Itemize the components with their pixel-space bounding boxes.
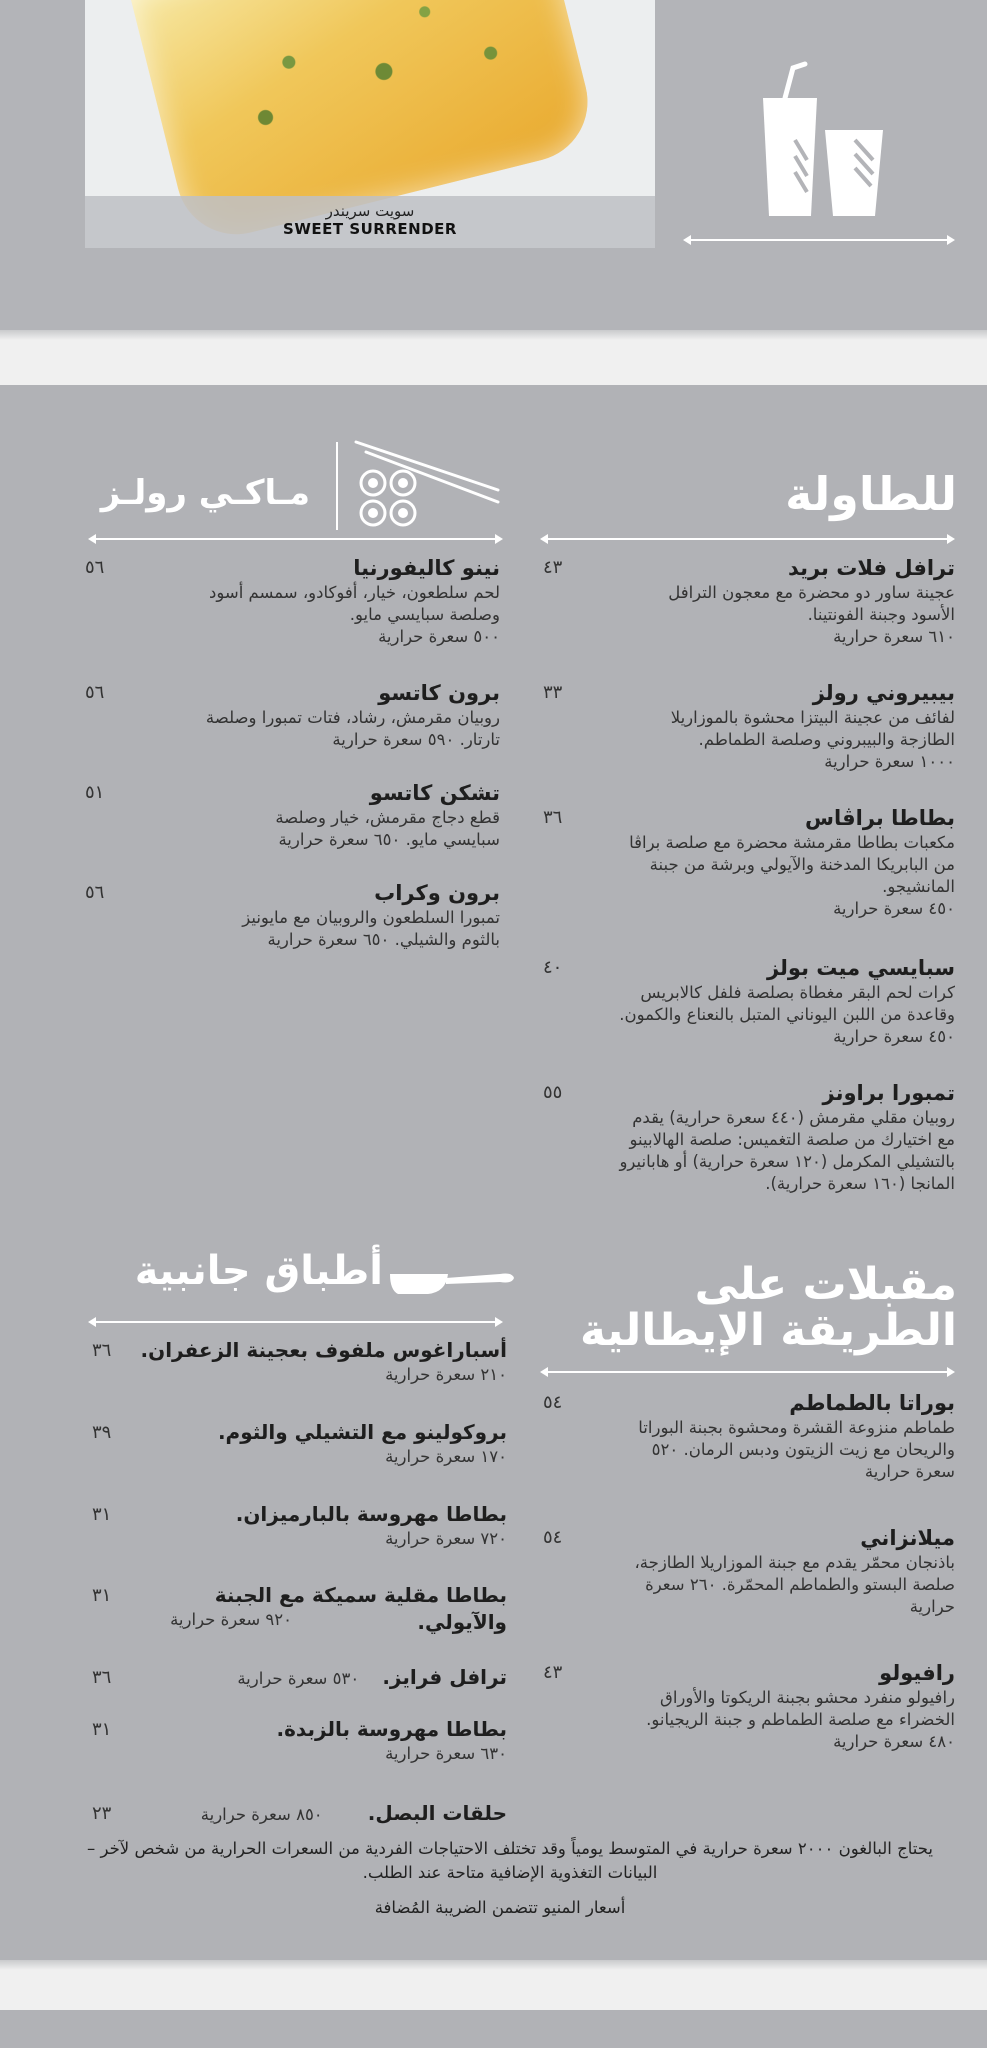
item-name: تشكن كاتسو xyxy=(369,781,500,805)
item-desc: طماطم منزوعة القشرة ومحشوة بجبنة البوراتا والريحان مع زيت الزيتون ودبس الرمان. ٥٢٠ سعرة حرارية xyxy=(638,1418,955,1481)
item-name: رافيولو xyxy=(879,1661,955,1685)
item-price: ٣٣ xyxy=(543,682,563,703)
side-name: ترافل فرايز. xyxy=(382,1665,507,1689)
item-cal: ٥٠٠ سعرة حرارية xyxy=(378,627,500,646)
item-name: ميلانزاني xyxy=(860,1526,955,1550)
item-name: بيبيروني رولز xyxy=(812,681,955,705)
item-price: ٤٣ xyxy=(543,1662,563,1683)
side-price: ٣٦ xyxy=(92,1340,112,1361)
italian-title-line1: مقبلات على xyxy=(694,1259,957,1310)
item-name: نينو كاليفورنيا xyxy=(353,556,500,580)
side-cal: ٦٣٠ سعرة حرارية xyxy=(385,1744,507,1763)
drink-name-en: SWEET SURRENDER xyxy=(283,220,457,238)
item-name: برون كاتسو xyxy=(378,681,500,705)
drink-photo xyxy=(85,0,655,248)
calorie-note: يحتاج البالغون ٢٠٠٠ سعرة حرارية في المتوسط يومياً وقد تختلف الاحتياجات الفردية من السعرات الحرارية من شخص لآخر – البيانات التغذوية الإضافية متاحة عند الطلب. xyxy=(87,1839,933,1882)
side-cal: ٧٢٠ سعرة حرارية xyxy=(385,1529,507,1548)
side-item xyxy=(87,1337,507,1386)
item-name: ترافل فلات بريد xyxy=(787,556,955,580)
maki-rule xyxy=(88,532,503,546)
side-item xyxy=(147,1582,507,1634)
side-item xyxy=(87,1419,507,1468)
bottom-separator-stripe xyxy=(0,1960,987,2010)
side-price: ٢٣ xyxy=(92,1803,112,1824)
menu-item xyxy=(620,1659,955,1753)
item-desc: لفائف من عجينة البيتزا محشوة بالموزاريلا الطازجة والبيبروني وصلصة الطماطم. xyxy=(670,708,955,749)
side-cal: ٨٥٠ سعرة حرارية xyxy=(200,1805,323,1824)
section-title-italian xyxy=(580,1259,957,1357)
item-name: سبايسي ميت بولز xyxy=(766,956,955,980)
item-price: ٥٤ xyxy=(543,1527,563,1548)
side-price: ٣١ xyxy=(92,1504,112,1525)
menu-item xyxy=(620,1524,955,1618)
sides-rule xyxy=(88,1315,503,1329)
maki-title-divider xyxy=(336,442,338,530)
side-name: بطاطا مهروسة بالبارميزان. xyxy=(235,1502,507,1526)
item-price: ٥٤ xyxy=(543,1392,563,1413)
top-panel xyxy=(0,0,987,330)
item-price: ٥٦ xyxy=(85,682,105,703)
italian-rule xyxy=(540,1365,955,1379)
item-desc: لحم سلطعون، خيار، أفوكادو، سمسم أسود وصلصة سبايسي مايو. xyxy=(209,583,500,624)
side-price: ٣١ xyxy=(92,1585,112,1606)
item-desc: تمبورا السلطعون والروبيان مع مايونيز بالثوم والشيلي. ٦٥٠ سعرة حرارية xyxy=(242,908,500,949)
side-cal: ٩٢٠ سعرة حرارية xyxy=(170,1610,292,1629)
menu-item xyxy=(610,954,955,1048)
side-name: بروكولينو مع التشيلي والثوم. xyxy=(217,1420,507,1444)
item-price: ٤٠ xyxy=(543,957,563,978)
italian-title-line2: الطريقة الإيطالية xyxy=(580,1305,957,1357)
side-item xyxy=(87,1501,507,1550)
bottom-panel xyxy=(0,2010,987,2048)
side-item xyxy=(87,1664,507,1691)
drink-caption xyxy=(85,196,655,248)
item-name: بوراتا بالطماطم xyxy=(789,1391,955,1415)
menu-item xyxy=(230,779,500,851)
table-rule xyxy=(540,532,955,546)
side-cal: ٢١٠ سعرة حرارية xyxy=(385,1365,507,1384)
side-price: ٣٩ xyxy=(92,1422,112,1443)
side-price: ٣١ xyxy=(92,1719,112,1740)
side-name: بطاطا مقلية سميكة مع الجبنة والآيولي. xyxy=(214,1583,507,1634)
side-name: حلقات البصل. xyxy=(367,1801,507,1825)
item-desc: روبيان مقرمش، رشاد، فتات تمبورا وصلصة تارتار. ٥٩٠ سعرة حرارية xyxy=(205,708,500,749)
menu-item xyxy=(625,804,955,920)
item-price: ٥٥ xyxy=(543,1082,563,1103)
drink-cup-icon xyxy=(755,60,885,220)
item-desc: باذنجان محمّر يقدم مع جبنة الموزاريلا الطازجة، صلصة البستو والطماطم المحمّرة. ٢٦٠ سعرة حرارية xyxy=(634,1553,955,1616)
item-price: ٥١ xyxy=(85,782,105,803)
drink-name-ar: سويت سريندر xyxy=(325,202,415,220)
side-cal: ٥٣٠ سعرة حرارية xyxy=(237,1669,360,1688)
item-price: ٣٦ xyxy=(543,807,563,828)
vat-note: أسعار المنيو تتضمن الضريبة المُضافة xyxy=(374,1898,626,1917)
item-desc: قطع دجاج مقرمش، خيار وصلصة سبايسي مايو. ٦٥٠ سعرة حرارية xyxy=(275,808,500,849)
menu-item xyxy=(610,1079,955,1195)
menu-item xyxy=(620,1389,955,1483)
separator-stripe xyxy=(0,330,987,385)
side-cal: ١٧٠ سعرة حرارية xyxy=(385,1447,507,1466)
menu-item xyxy=(200,679,500,751)
item-cal: ١٠٠٠ سعرة حرارية xyxy=(824,752,955,771)
item-price: ٥٦ xyxy=(85,557,105,578)
side-item xyxy=(87,1800,507,1827)
side-name: بطاطا مهروسة بالزبدة. xyxy=(276,1717,507,1741)
item-name: برون وكراب xyxy=(374,881,500,905)
menu-item xyxy=(200,879,500,951)
chopsticks-icon xyxy=(352,436,502,506)
item-desc: رافيولو منفرد محشو بجبنة الريكوتا والأوراق الخضراء مع صلصة الطماطم و جبنة الريجيانو. ٤٨٠ سعرة حرارية xyxy=(646,1688,955,1751)
menu-item xyxy=(170,554,500,648)
item-name: تمبورا براونز xyxy=(822,1081,955,1105)
side-item xyxy=(87,1716,507,1765)
item-desc: كرات لحم البقر مغطاة بصلصة فلفل كالابريس وقاعدة من اللبن اليوناني المتبل بالنعناع والكمون. ٤٥٠ سعرة حرارية xyxy=(619,983,955,1046)
item-price: ٥٦ xyxy=(85,882,105,903)
menu-item xyxy=(625,679,955,773)
item-name: بطاطا براڤاس xyxy=(805,806,955,830)
top-divider-rule xyxy=(683,233,955,247)
item-cal: ٦١٠ سعرة حرارية xyxy=(833,627,955,646)
item-desc: روبيان مقلي مقرمش (٤٤٠ سعرة حرارية) يقدم مع اختيارك من صلصة التغميس: صلصة الهالابينو بالتشيلي المكرمل (١٢٠ سعرة حرارية) أو هابانيرو المانجا (١٦٠ سعرة حرارية). xyxy=(619,1108,955,1193)
section-title-maki: مـاكـي رولـز xyxy=(100,473,310,513)
section-title-table: للطاولة xyxy=(785,467,957,521)
item-desc: عجينة ساور دو محضرة مع معجون الترافل الأسود وجبنة الفونتينا. xyxy=(668,583,955,624)
item-cal: ٤٥٠ سعرة حرارية xyxy=(833,899,955,918)
item-desc: مكعبات بطاطا مقرمشة محضرة مع صلصة براڤا من البابريكا المدخنة والآيولي وبرشة من جبنة المانشيجو. xyxy=(629,833,955,896)
side-price: ٣٦ xyxy=(92,1667,112,1688)
item-price: ٤٣ xyxy=(543,557,563,578)
side-name: أسباراغوس ملفوف بعجينة الزعفران. xyxy=(140,1338,507,1362)
section-title-sides: أطباق جانبية xyxy=(134,1248,383,1294)
menu-item xyxy=(625,554,955,648)
frying-pan-icon xyxy=(388,1268,518,1298)
